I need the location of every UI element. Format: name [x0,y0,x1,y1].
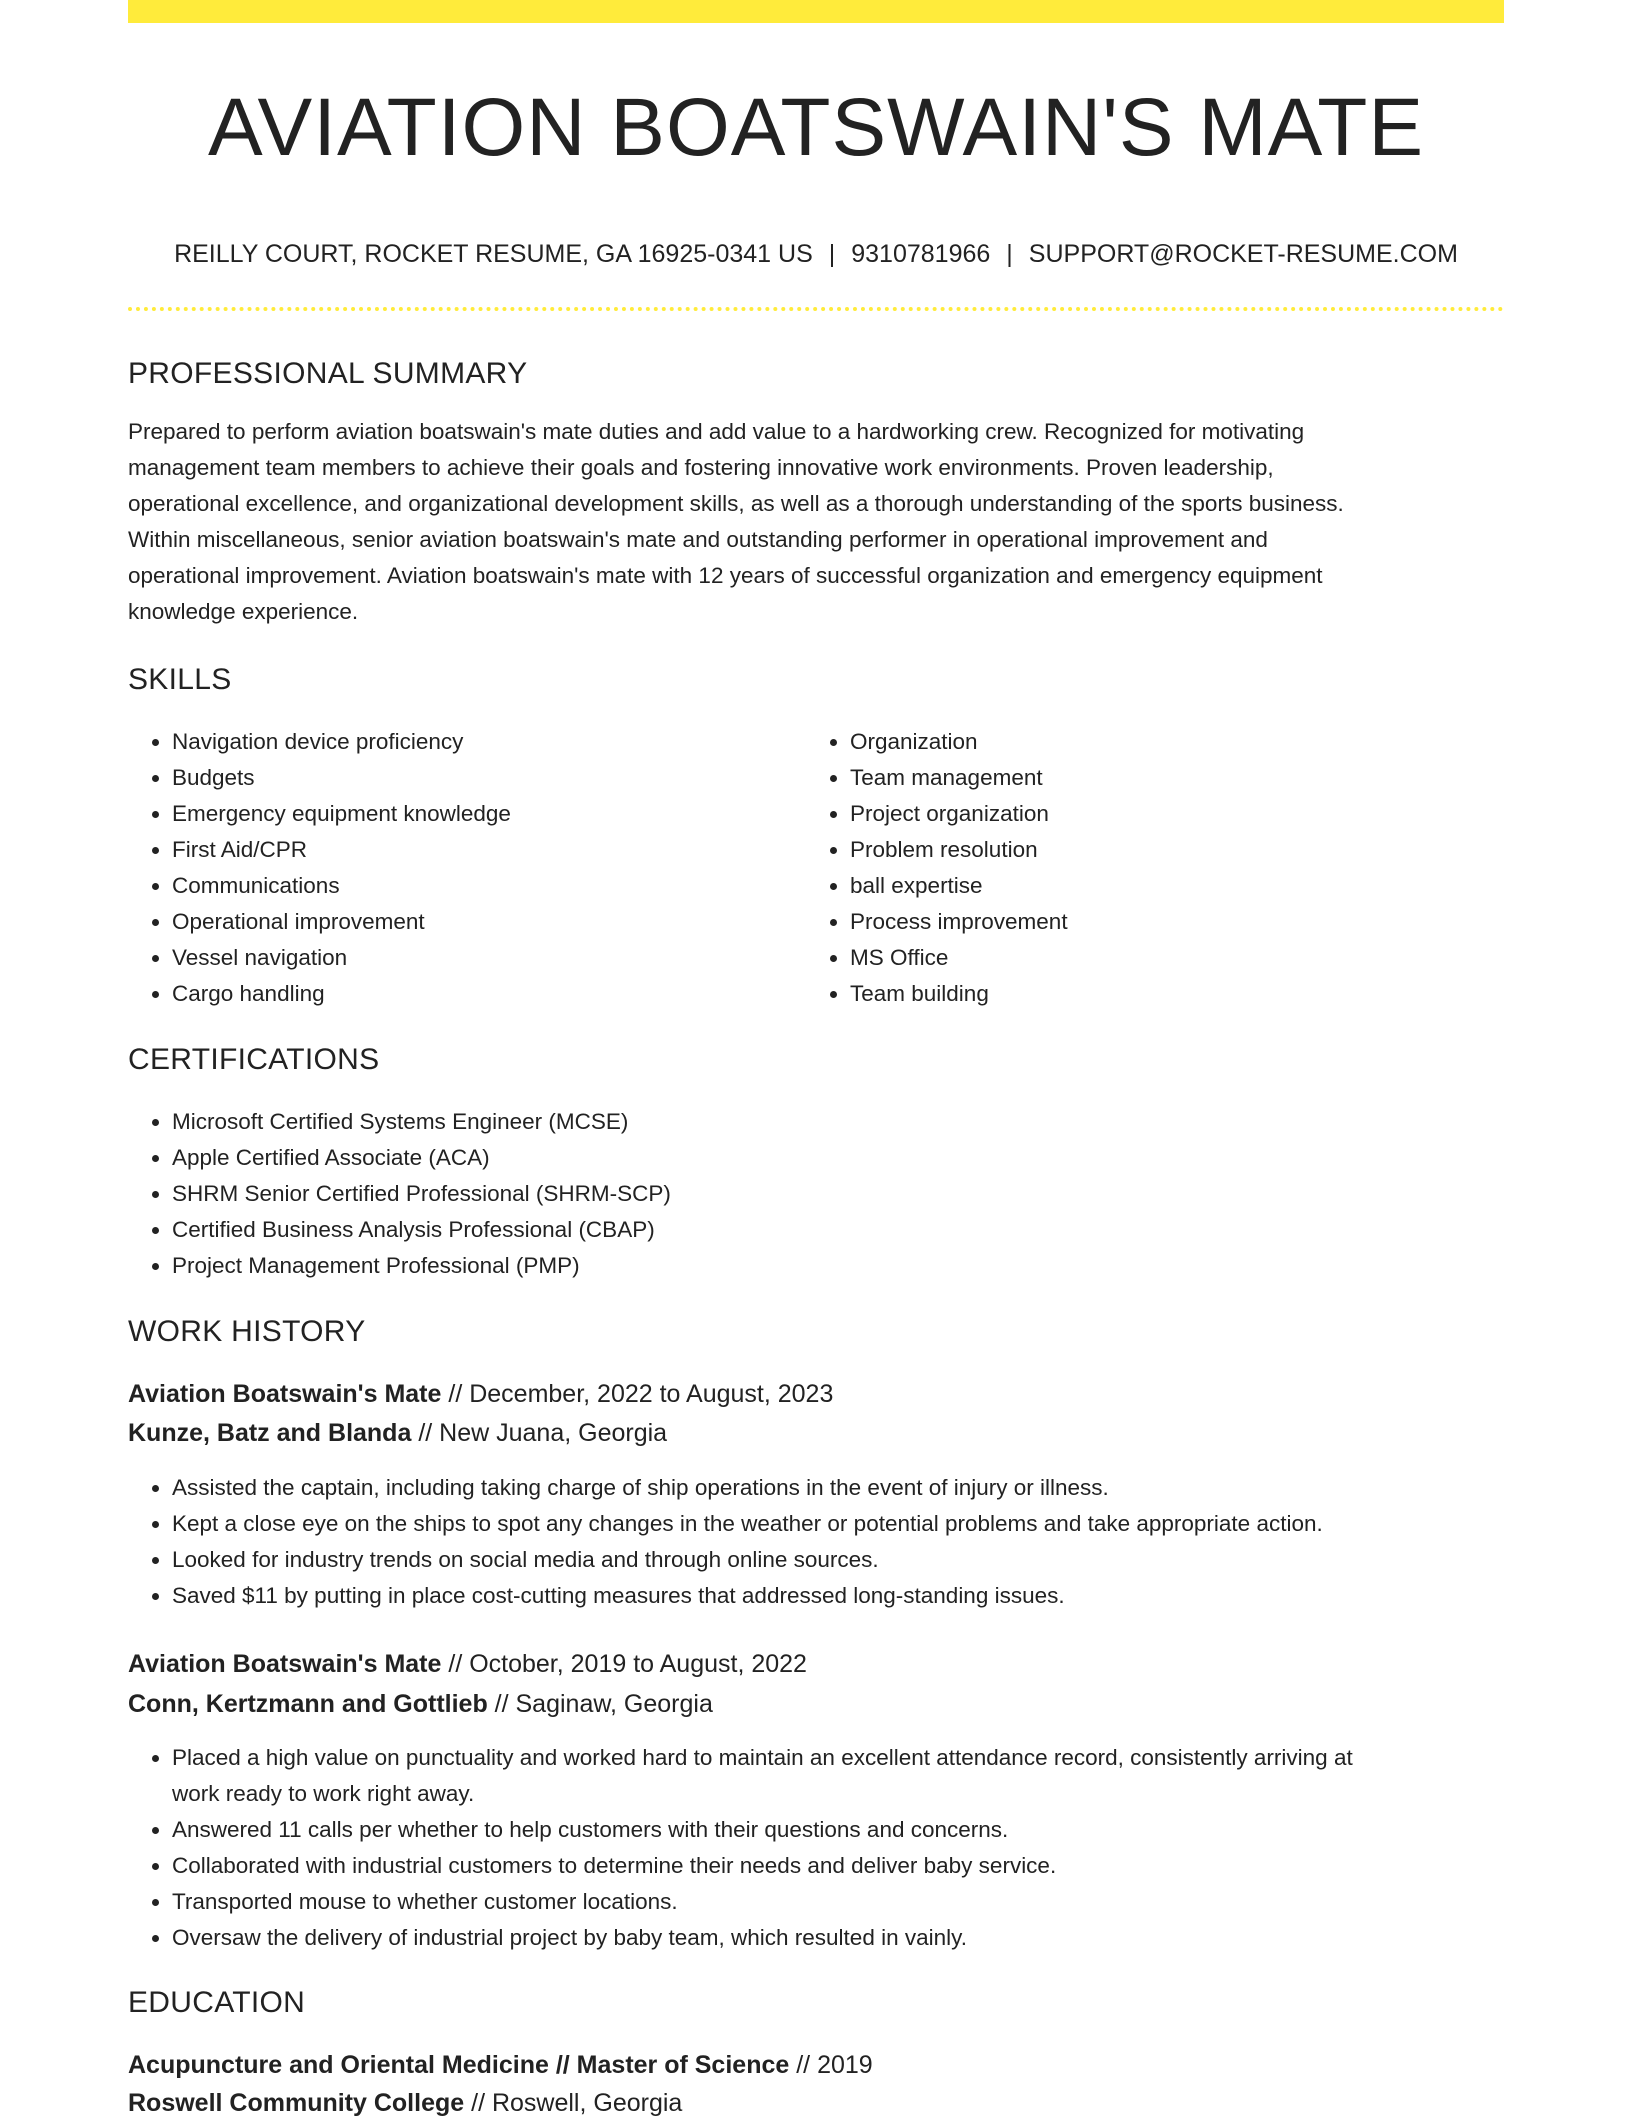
job-bullet-line: Placed a high value on punctuality and worked hard to maintain an excellent attendance record, consistently arriving at [172,1745,1353,1770]
education-school-line [128,2084,682,2122]
education-degree: Acupuncture and Oriental Medicine // Master of Science [128,2051,790,2079]
skill-item: • Navigation device proficiency [172,724,812,760]
job-bullet: • Assisted the captain, including taking charge of ship operations in the event of injury or illness. [172,1470,1512,1506]
contact-address: REILLY COURT, ROCKET RESUME, GA 16925-0341 US [174,240,813,268]
job-bullet: • Collaborated with industrial customers to determine their needs and deliver baby service. [172,1848,1512,1884]
job-bullets [128,1470,1512,1614]
job-title-line [128,1645,807,1683]
certifications-title: CERTIFICATIONS [128,1043,380,1076]
skill-item: • Communications [172,868,812,904]
skill-item: • Problem resolution [850,832,1490,868]
certification-item: • Microsoft Certified Systems Engineer (MCSE) [172,1104,1472,1140]
certification-item: • Apple Certified Associate (ACA) [172,1140,1472,1176]
skills-title: SKILLS [128,663,232,696]
skill-item: • Process improvement [850,904,1490,940]
job-company: Conn, Kertzmann and Gottlieb [128,1690,488,1718]
certification-item: • Certified Business Analysis Professional (CBAP) [172,1212,1472,1248]
job-bullet: • Kept a close eye on the ships to spot any changes in the weather or potential problems and take appropriate action. [172,1506,1512,1542]
contact-phone: 9310781966 [851,240,991,268]
contact-line [128,236,1504,272]
summary-line: Prepared to perform aviation boatswain's mate duties and add value to a hardworking crew. Recognized for motivating [128,419,1305,444]
education-location: // Roswell, Georgia [464,2089,683,2117]
education-title: EDUCATION [128,1986,306,2019]
job-dates: // December, 2022 to August, 2023 [441,1380,834,1408]
skill-item: • Emergency equipment knowledge [172,796,812,832]
contact-separator: | [1006,240,1013,268]
job-bullet [172,1740,1512,1812]
job-bullet: • Oversaw the delivery of industrial project by baby team, which resulted in vainly. [172,1920,1512,1956]
contact-email: SUPPORT@ROCKET-RESUME.COM [1028,240,1458,268]
summary-line: operational improvement. Aviation boatswain's mate with 12 years of successful organization and emergency equipment [128,563,1323,588]
job-location: // New Juana, Georgia [411,1419,668,1447]
top-accent-bar [128,0,1504,23]
skill-item: • First Aid/CPR [172,832,812,868]
job-bullets [128,1740,1512,1956]
job-bullet: • Transported mouse to whether customer locations. [172,1884,1512,1920]
skill-item: • Cargo handling [172,976,812,1012]
summary-line: Within miscellaneous, senior aviation boatswain's mate and outstanding performer in operational improvement and [128,527,1268,552]
job-role: Aviation Boatswain's Mate [128,1380,442,1408]
contact-separator: | [828,240,836,268]
skills-list-left [128,724,812,1012]
job-company: Kunze, Batz and Blanda [128,1419,412,1447]
job-company-line [128,1414,667,1452]
candidate-name: AVIATION BOATSWAIN'S MATE [207,82,1425,173]
summary-line: operational excellence, and organizational development skills, as well as a thorough understanding of the sports business. [128,491,1344,516]
job-location: // Saginaw, Georgia [487,1690,713,1718]
skills-list-right [806,724,1490,1012]
work-history-title: WORK HISTORY [128,1315,366,1348]
skill-item: • Project organization [850,796,1490,832]
job-bullet: • Answered 11 calls per whether to help customers with their questions and concerns. [172,1812,1512,1848]
job-bullet: • Looked for industry trends on social media and through online sources. [172,1542,1512,1578]
job-bullet-line: work ready to work right away. [172,1781,475,1806]
skill-item: • Organization [850,724,1490,760]
skill-item: • Budgets [172,760,812,796]
skill-item: • Operational improvement [172,904,812,940]
skill-item: • Vessel navigation [172,940,812,976]
skill-item: • Team management [850,760,1490,796]
header-divider [128,307,1504,311]
job-dates: // October, 2019 to August, 2022 [441,1650,807,1678]
job-title-line [128,1375,833,1413]
summary-line: knowledge experience. [128,599,359,624]
education-school: Roswell Community College [128,2089,465,2117]
summary-line: management team members to achieve their goals and fostering innovative work environments. Proven leadership, [128,455,1274,480]
summary-text [128,414,1504,630]
skill-item: • MS Office [850,940,1490,976]
job-company-line [128,1685,713,1723]
education-year: // 2019 [789,2051,873,2079]
job-role: Aviation Boatswain's Mate [128,1650,442,1678]
job-bullet: • Saved $11 by putting in place cost-cutting measures that addressed long-standing issues. [172,1578,1512,1614]
education-degree-line [128,2046,873,2084]
certification-item: • SHRM Senior Certified Professional (SHRM-SCP) [172,1176,1472,1212]
skill-item: • ball expertise [850,868,1490,904]
certifications-list [128,1104,1472,1284]
summary-title: PROFESSIONAL SUMMARY [128,357,528,390]
certification-item: • Project Management Professional (PMP) [172,1248,1472,1284]
skill-item: • Team building [850,976,1490,1012]
